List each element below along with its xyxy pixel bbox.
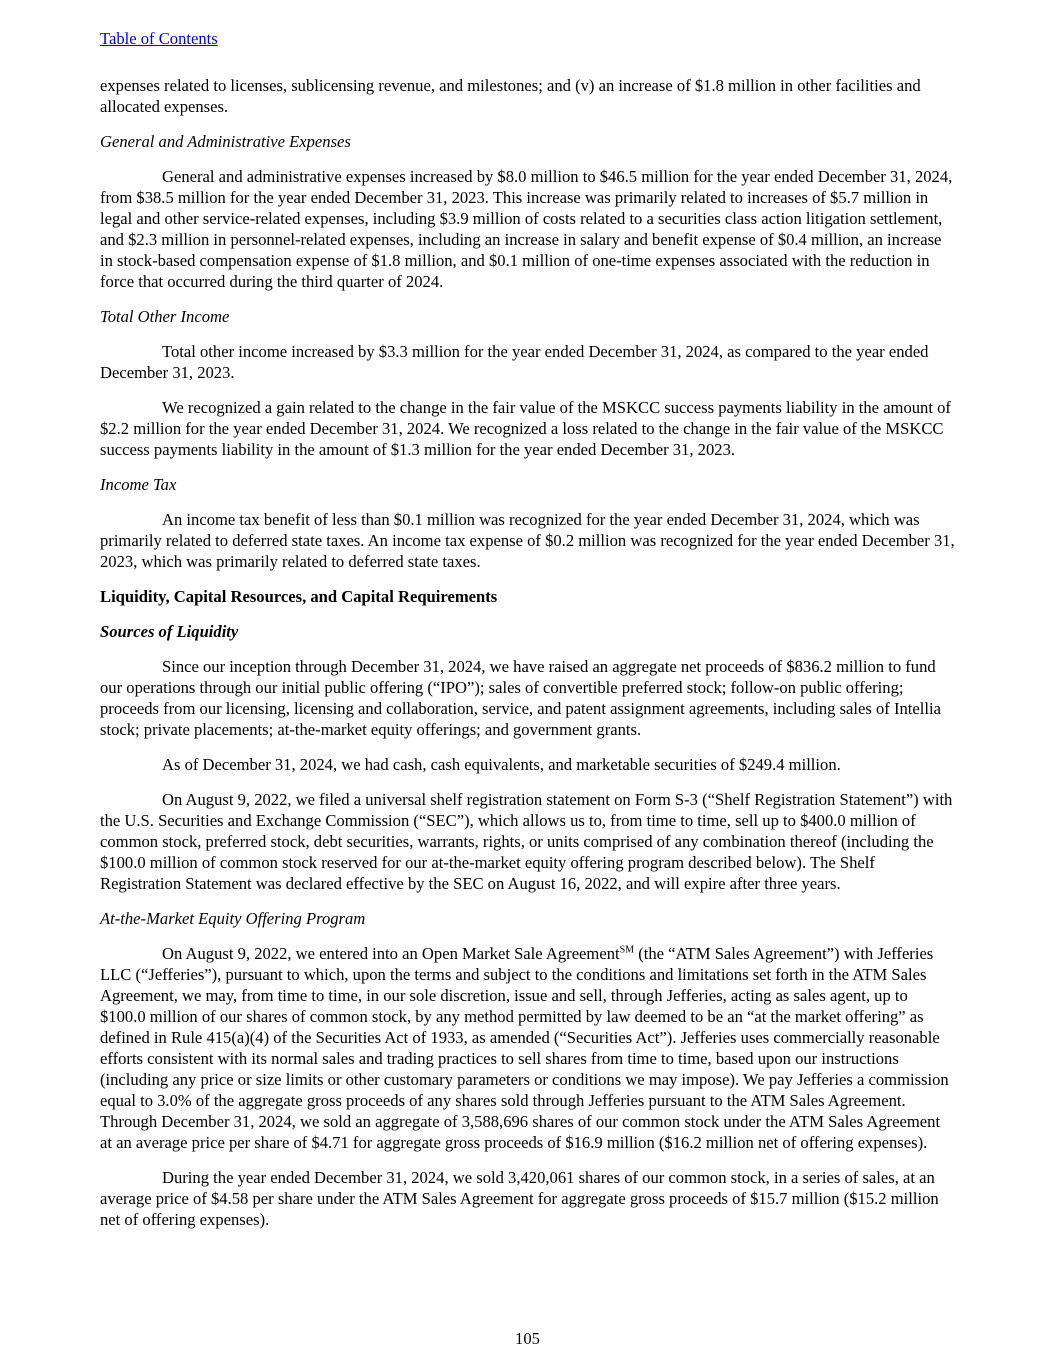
paragraph-continuation: expenses related to licenses, sublicensing revenue, and milestones; and (v) an increase of $1.8 million in other facilities and allocated expenses. <box>100 76 921 116</box>
page-number: 105 <box>515 1329 540 1348</box>
atm-agreement-text-pre: On August 9, 2022, we entered into an Open Market Sale Agreement <box>162 944 620 963</box>
paragraph-sources-of-liquidity-2: As of December 31, 2024, we had cash, cash equivalents, and marketable securities of $249.4 million. <box>162 755 841 774</box>
paragraph-sources-of-liquidity-1: Since our inception through December 31, 2024, we have raised an aggregate net proceeds of $836.2 million to fund our operations through our initial public offering (“IPO”); sales of convertible preferred stock; follow-on public offering; proceeds from our licensing, licensing and collaboration, service, and patent assignment agreements, including sales of Intellia stock; private placements; at-the-market equity offerings; and government grants. <box>100 657 941 739</box>
heading-sources-of-liquidity: Sources of Liquidity <box>100 622 239 641</box>
paragraph-shelf-registration: On August 9, 2022, we filed a universal shelf registration statement on Form S-3 (“Shelf Registration Statement”) with the U.S. Securities and Exchange Commission (“SEC”), which allows us to, from time to time, sell up to $400.0 million of common stock, preferred stock, debt securities, warrants, rights, or units comprised of any combination thereof (including the $100.0 million of common stock reserved for our at-the-market equity offering program described below). The Shelf Registration Statement was declared effective by the SEC on August 16, 2022, and will expire after three years. <box>100 790 953 893</box>
heading-income-tax: Income Tax <box>100 475 177 494</box>
paragraph-general-administrative: General and administrative expenses increased by $8.0 million to $46.5 million for the year ended December 31, 2024, from $38.5 million for the year ended December 31, 2023. This increase was primarily related to increases of $5.7 million in legal and other service-related expenses, including $3.9 million of costs related to a securities class action litigation settlement, and $2.3 million in personnel-related expenses, including an increase in salary and benefit expense of $0.4 million, an increase in stock-based compensation expense of $1.8 million, and $0.1 million of one-time expenses associated with the reduction in force that occurred during the third quarter of 2024. <box>100 167 953 291</box>
paragraph-total-other-income-2: We recognized a gain related to the change in the fair value of the MSKCC success payments liability in the amount of $2.2 million for the year ended December 31, 2024. We recognized a loss related to the change in the fair value of the MSKCC success payments liability in the amount of $1.3 million for the year ended December 31, 2023. <box>100 398 951 459</box>
heading-general-administrative-expenses: General and Administrative Expenses <box>100 132 351 151</box>
paragraph-total-other-income-1: Total other income increased by $3.3 million for the year ended December 31, 2024, as compared to the year ended December 31, 2023. <box>100 342 929 382</box>
heading-atm-equity-offering-program: At-the-Market Equity Offering Program <box>100 909 366 928</box>
heading-total-other-income: Total Other Income <box>100 307 230 326</box>
paragraph-atm-agreement <box>100 943 955 1153</box>
heading-liquidity-capital-resources: Liquidity, Capital Resources, and Capital Requirements <box>100 587 498 606</box>
atm-agreement-superscript-sm: SM <box>619 944 635 956</box>
paragraph-atm-sales-2024: During the year ended December 31, 2024, we sold 3,420,061 shares of our common stock, in a series of sales, at an average price of $4.58 per share under the ATM Sales Agreement for aggregate gross proceeds of $15.7 million ($15.2 million net of offering expenses). <box>100 1168 939 1229</box>
paragraph-income-tax: An income tax benefit of less than $0.1 million was recognized for the year ended December 31, 2024, which was primarily related to deferred state taxes. An income tax expense of $0.2 million was recognized for the year ended December 31, 2023, which was primarily related to deferred state taxes. <box>100 510 955 571</box>
table-of-contents-link[interactable]: Table of Contents <box>100 29 218 48</box>
atm-agreement-text-post: (the “ATM Sales Agreement”) with Jefferies LLC (“Jefferies”), pursuant to which, upon the terms and subject to the conditions and limitations set forth in the ATM Sales Agreement, we may, from time to time, in our sole discretion, issue and sell, through Jefferies, acting as sales agent, up to $100.0 million of our shares of common stock, by any method permitted by law deemed to be an “at the market offering” as defined in Rule 415(a)(4) of the Securities Act of 1933, as amended (“Securities Act”). Jefferies uses commercially reasonable efforts consistent with its normal sales and trading practices to sell shares from time to time, based upon our instructions (including any price or size limits or other customary parameters or conditions we may impose). We pay Jefferies a commission equal to 3.0% of the aggregate gross proceeds of any shares sold through Jefferies pursuant to the ATM Sales Agreement. Through December 31, 2024, we sold an aggregate of 3,588,696 shares of our common stock under the ATM Sales Agreement at an average price per share of $4.71 for aggregate gross proceeds of $16.9 million ($16.2 million net of offering expenses). <box>100 944 949 1152</box>
